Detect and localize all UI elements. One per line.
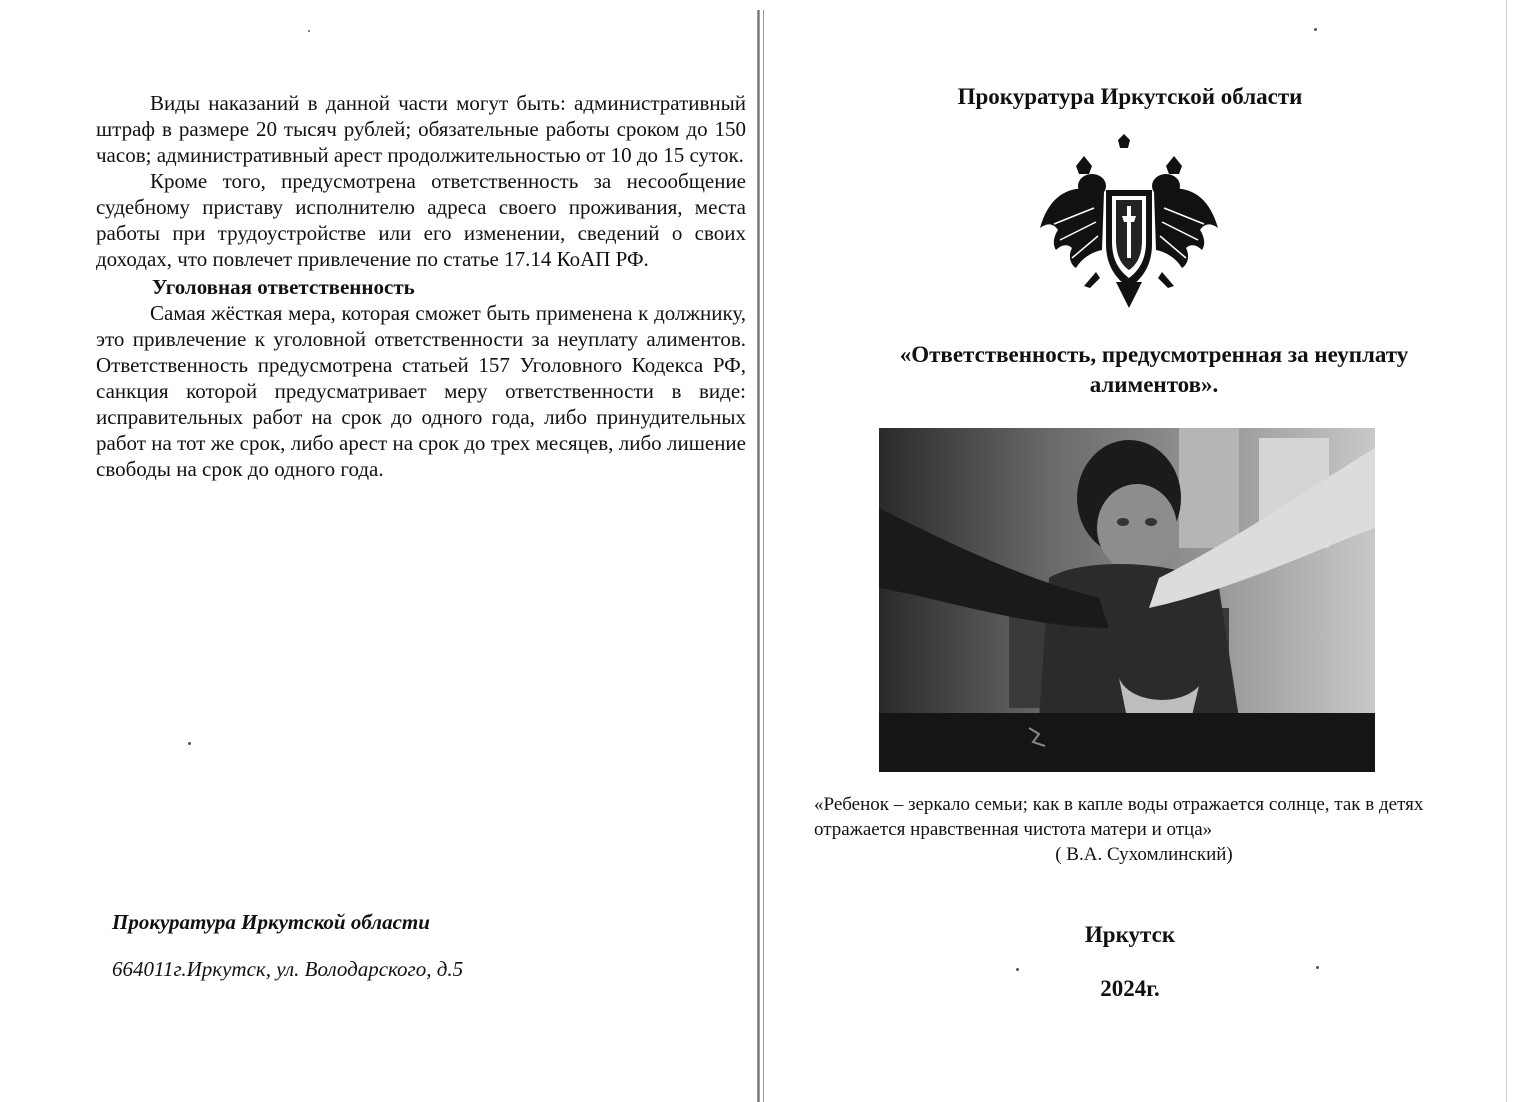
double-headed-eagle-emblem-icon [1034, 132, 1224, 314]
scan-speck [188, 742, 191, 745]
paragraph-penalties: Виды наказаний в данной части могут быть: административный штраф в размере 20 тысяч рублей; обязательные работы сроком до 150 часов; административный арест продолжительностью от 10 до 15 суток. [96, 91, 746, 167]
brochure-title: «Ответственность, предусмотренная за неуплату алиментов». [899, 342, 1409, 397]
right-page [764, 0, 1536, 1102]
footer-address: 664011г.Иркутск, ул. Володарского, д.5 [112, 957, 464, 981]
child-with-parents-photo-icon [879, 428, 1375, 772]
quote-text: «Ребенок – зеркало семьи; как в капле воды отражается солнце, так в детях отражается нравственная чистота матери и отца» [814, 794, 1424, 840]
paragraph-criminal: Самая жёсткая мера, которая сможет быть применена к должнику, это привлечение к уголовной ответственности за неуплату алиментов. Ответственность предусмотрена статьей 157 Уголовного Кодекса РФ, санкция которой предусматривает меру ответственности в виде: исправительных работ на срок до одного года, либо принудительных работ на тот же срок, либо арест на срок до трех месяцев, либо лишение свободы на срок до одного года. [96, 301, 746, 481]
footer-organization: Прокуратура Иркутской области [112, 910, 430, 934]
city-name: Иркутск [1084, 922, 1176, 947]
left-page [0, 0, 760, 1102]
scan-speck [1316, 966, 1319, 969]
quote-author: ( В.А. Сухомлинский) [1055, 844, 1233, 865]
paragraph-bailiff-notice: Кроме того, предусмотрена ответственность за несообщение судебному приставу исполнителю адреса своего проживания, места работы при трудоустройстве или его изменении, сведений о своих доходах, что повлечет привлечение по статье 17.14 КоАП РФ. [96, 169, 746, 271]
scan-speck [1314, 28, 1317, 31]
publication-year: 2024г. [1100, 976, 1160, 1001]
scan-speck [308, 30, 310, 32]
quote-block [814, 792, 1454, 867]
scan-speck [1016, 968, 1019, 971]
subheading-criminal: Уголовная ответственность [152, 275, 415, 299]
left-body-text [96, 90, 746, 482]
page-fold [757, 10, 760, 1102]
organization-title: Прокуратура Иркутской области [957, 84, 1303, 109]
